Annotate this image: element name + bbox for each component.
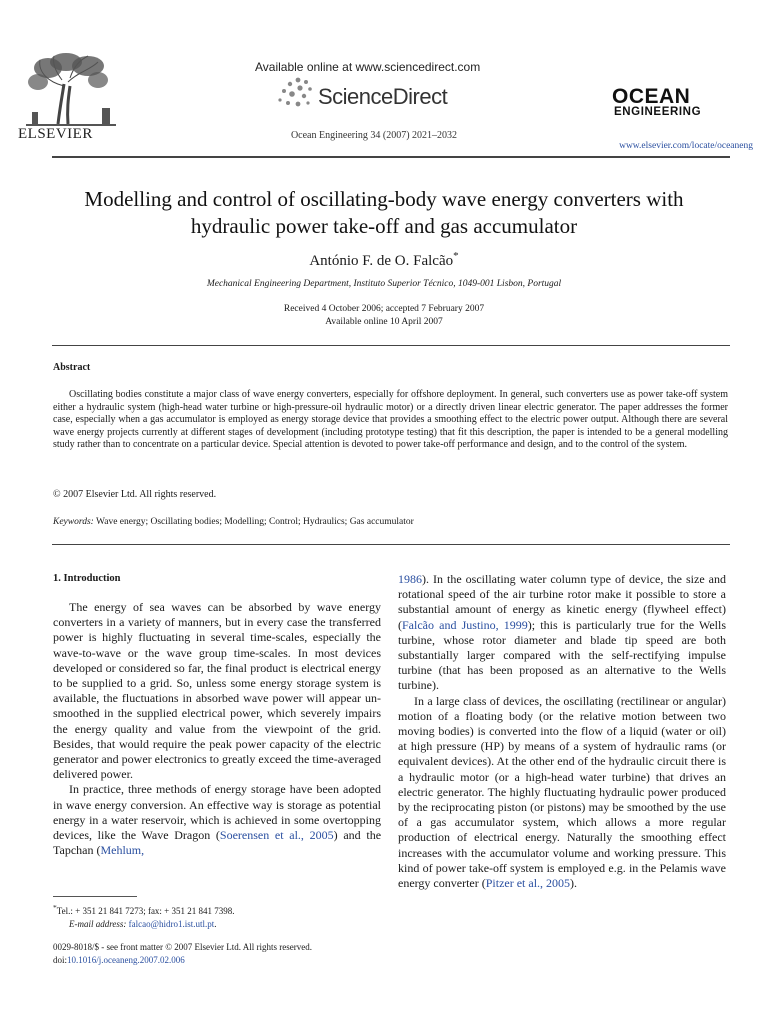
author-affiliation: Mechanical Engineering Department, Instituto Superior Técnico, 1049-001 Lisbon, Portugal bbox=[206, 279, 562, 289]
header-divider bbox=[52, 156, 730, 158]
available-online-text: Available online at www.sciencedirect.com bbox=[255, 60, 481, 74]
author-footnote-mark[interactable]: * bbox=[453, 250, 459, 262]
keywords-list: Wave energy; Oscillating bodies; Modelling; Control; Hydraulics; Gas accumulator bbox=[96, 517, 414, 527]
issn-line: 0029-8018/$ - see front matter © 2007 Elsevier Ltd. All rights reserved. bbox=[53, 942, 313, 952]
footnote-contact: *Tel.: + 351 21 841 7273; fax: + 351 21 841 7398. bbox=[53, 903, 235, 916]
paragraph: The energy of sea waves can be absorbed by wave energy converters in a variety of manners, but in every case the transferred power is highly fluctuating in several time-scales, especially the wave-to-wave or the wave group time-scales. In most devices developed or considered so far, the final product is electrical energy to be supplied to a grid. So, unless some energy storage system is available, the fluctuations in absorbed wave power will appear un-smoothed in the supplied electrical power, which severely impairs the energy quality and value from the viewpoint of the grid. Besides, that would require the peak power capacity of the electric generator and power electronics to greatly exceed the time-averaged delivered power. bbox=[53, 600, 381, 782]
right-column bbox=[398, 572, 726, 891]
abstract-copyright: © 2007 Elsevier Ltd. All rights reserved. bbox=[53, 489, 217, 500]
journal-logo-ocean: OCEAN bbox=[612, 85, 691, 108]
journal-reference: Ocean Engineering 34 (2007) 2021–2032 bbox=[290, 130, 458, 141]
citation-link[interactable]: Mehlum, bbox=[100, 843, 145, 858]
author-name: António F. de O. Falcão bbox=[309, 253, 454, 269]
article-title: Modelling and control of oscillating-body wave energy converters with hydraulic power take-off and gas accumulator bbox=[84, 187, 684, 238]
history-dates bbox=[90, 303, 678, 329]
available-date: Available online 10 April 2007 bbox=[325, 317, 443, 327]
keywords bbox=[53, 517, 414, 527]
doi-line: doi:10.1016/j.oceaneng.2007.02.006 bbox=[53, 955, 185, 965]
paragraph: In practice, three methods of energy storage have been adopted in wave energy conversion. An effective way is storage as potential energy in a water reservoir, which is achieved in some overtopping devices, like the Wave Dragon (Soerensen et al., 2005) and the Tapchan (Mehlum, bbox=[53, 782, 382, 858]
abstract-text: Oscillating bodies constitute a major class of wave energy converters, especially for offshore deployment. In general, such converters use as power take-off system either a hydraulic system (high-head water turbine or high-pressure-oil hydraulic motor) or a directly driven linear electric generator. The paper addresses the former case, especially when a gas accumulator is employed as energy storage device that provides a smoothing effect to the electric power output. Although there are several wave energy projects currently at different stages of development (including prototype testing) that fit this description, the paper is intended to be a general modelling study rather than to concentrate on a particular device. Special attention is devoted to power take-off performance and design, and to the control of the system. bbox=[53, 389, 728, 451]
journal-logo-engineering: ENGINEERING bbox=[614, 106, 702, 118]
keywords-label: Keywords: bbox=[53, 517, 94, 527]
footnote-email: E-mail address: falcao@hidro1.ist.utl.pt. bbox=[69, 919, 217, 929]
abstract-bottom-divider bbox=[52, 544, 730, 545]
sciencedirect-dots-icon bbox=[276, 76, 316, 110]
citation-link[interactable]: Pitzer et al., 2005 bbox=[485, 876, 571, 891]
author-line bbox=[100, 250, 668, 270]
sciencedirect-wordmark: ScienceDirect bbox=[318, 84, 448, 109]
citation-link[interactable]: Soerensen et al., 2005 bbox=[219, 828, 334, 843]
abstract-heading: Abstract bbox=[53, 362, 91, 373]
section-heading: 1. Introduction bbox=[53, 573, 121, 584]
citation-link[interactable]: 1986 bbox=[398, 572, 422, 586]
received-date: Received 4 October 2006; accepted 7 February 2007 bbox=[283, 304, 485, 314]
paragraph: 1986). In the oscillating water column type of device, the size and rotational speed of the air turbine rotor make it possible to store a substantial amount of energy as kinetic energy (flywheel effect) (Falcão and Justino, 1999); this is particularly true for the Wells turbine, whose rotor diameter and blade tip speed are both substantially larger compared with the self-rectifying impulse turbine (that has been proposed as an alternative to the Wells turbine). bbox=[398, 572, 726, 693]
email-link[interactable]: falcao@hidro1.ist.utl.pt bbox=[128, 919, 215, 929]
doi-link[interactable]: 10.1016/j.oceaneng.2007.02.006 bbox=[67, 955, 185, 965]
left-column bbox=[53, 600, 381, 858]
abstract-top-divider bbox=[52, 345, 730, 346]
citation-link[interactable]: Falcão and Justino, 1999 bbox=[402, 617, 528, 632]
footnote-divider bbox=[53, 896, 137, 897]
author-footnote bbox=[53, 901, 383, 931]
front-matter-footer bbox=[53, 941, 383, 967]
paragraph: In a large class of devices, the oscillating (rectilinear or angular) motion of a floating body (or the relative motion between two moving bodies) is converted into the flow of a liquid (water or oil) at high pressure (HP) by means of a system of hydraulic rams (or equivalent devices). At the other end of the hydraulic circuit there is a hydraulic motor (or a high-head water turbine) that drives an electric generator. The highly fluctuating hydraulic power produced by the reciprocating piston (or pistons) may be smoothed by the use of a gas accumulator system, which allows a more regular production of electrical energy. Naturally the smoothing effect increases with the accumulator volume and working pressure. This kind of power take-off system is employed e.g. in the Pelamis wave energy converter (Pitzer et al., 2005). bbox=[398, 693, 726, 891]
journal-url-link[interactable]: www.elsevier.com/locate/oceaneng bbox=[619, 141, 753, 151]
publisher-name: ELSEVIER bbox=[18, 126, 93, 142]
